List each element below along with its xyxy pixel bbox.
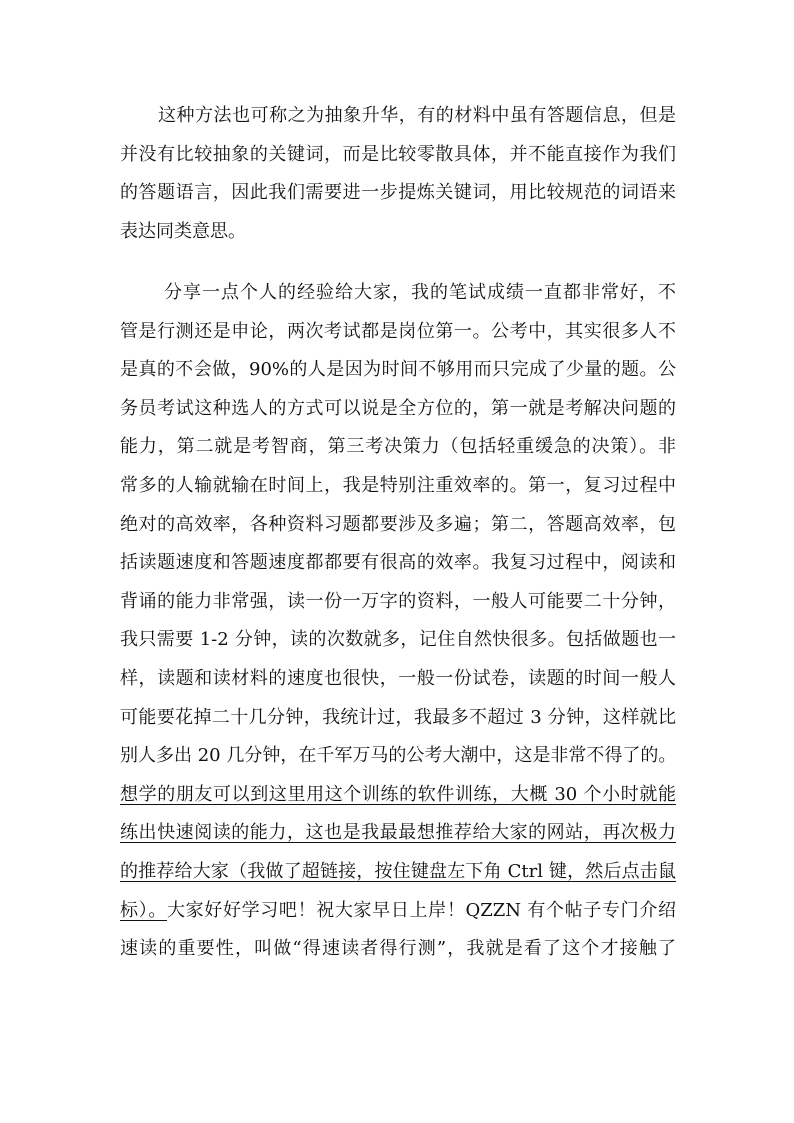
paragraph-line: 常多的人输就输在时间上，我是特别注重效率的。第一，复习过程中 (120, 474, 676, 496)
paragraph-line: 分享一点个人的经验给大家，我的笔试成绩一直都非常好，不 (164, 282, 676, 303)
paragraph-line: 速读的重要性，叫做“得速读者得行测”，我就是看了这个才接触了 (120, 938, 676, 960)
paragraph-1 (120, 97, 676, 251)
speed-reading-link-line[interactable]: 的推荐给大家（我做了超链接，按住键盘左下角 Ctrl 键，然后点击鼠 (120, 860, 676, 882)
encouragement-text: 大家好好学习吧！祝大家早日上岸！QZZN 有个帖子专门介绍 (166, 899, 676, 921)
paragraph-2 (120, 274, 676, 969)
paragraph-line: 并没有比较抽象的关键词，而是比较零散具体，并不能直接作为我们 (120, 143, 676, 165)
speed-reading-link-end[interactable]: 标）。 (120, 899, 167, 921)
paragraph-line: 样，读题和读材料的速度也很快，一般一份试卷，读题的时间一般人 (120, 667, 676, 689)
paragraph-line: 别人多出 20 几分钟，在千军万马的公考大潮中，这是非常不得了的。 (120, 745, 676, 767)
paragraph-line: 能力，第二就是考智商，第三考决策力（包括轻重缓急的决策）。非 (120, 436, 676, 458)
paragraph-line: 可能要花掉二十几分钟，我统计过，我最多不超过 3 分钟，这样就比 (120, 706, 676, 728)
paragraph-line: 括读题速度和答题速度都都要有很高的效率。我复习过程中，阅读和 (120, 552, 676, 574)
paragraph-line: 是真的不会做，90%的人是因为时间不够用而只完成了少量的题。公 (120, 359, 676, 381)
paragraph-line: 我只需要 1-2 分钟，读的次数就多，记住自然快很多。包括做题也一 (120, 629, 676, 651)
paragraph-line: 绝对的高效率，各种资料习题都要涉及多遍；第二，答题高效率，包 (120, 513, 676, 535)
speed-reading-link-line[interactable]: 想学的朋友可以到这里用这个训练的软件训练，大概 30 个小时就能 (120, 783, 676, 805)
paragraph-line: 的答题语言，因此我们需要进一步提炼关键词，用比较规范的词语来 (120, 182, 676, 204)
mixed-link-line (120, 892, 676, 931)
paragraph-line: 背诵的能力非常强，读一份一万字的资料，一般人可能要二十分钟， (120, 590, 676, 612)
paragraph-line: 表达同类意思。 (120, 220, 246, 242)
speed-reading-link-line[interactable]: 练出快速阅读的能力，这也是我最最想推荐给大家的网站，再次极力 (120, 822, 676, 844)
paragraph-line: 这种方法也可称之为抽象升华，有的材料中虽有答题信息，但是 (158, 105, 676, 126)
paragraph-line: 务员考试这种选人的方式可以说是全方位的，第一就是考解决问题的 (120, 397, 676, 419)
paragraph-line: 管是行测还是申论，两次考试都是岗位第一。公考中，其实很多人不 (120, 320, 676, 342)
